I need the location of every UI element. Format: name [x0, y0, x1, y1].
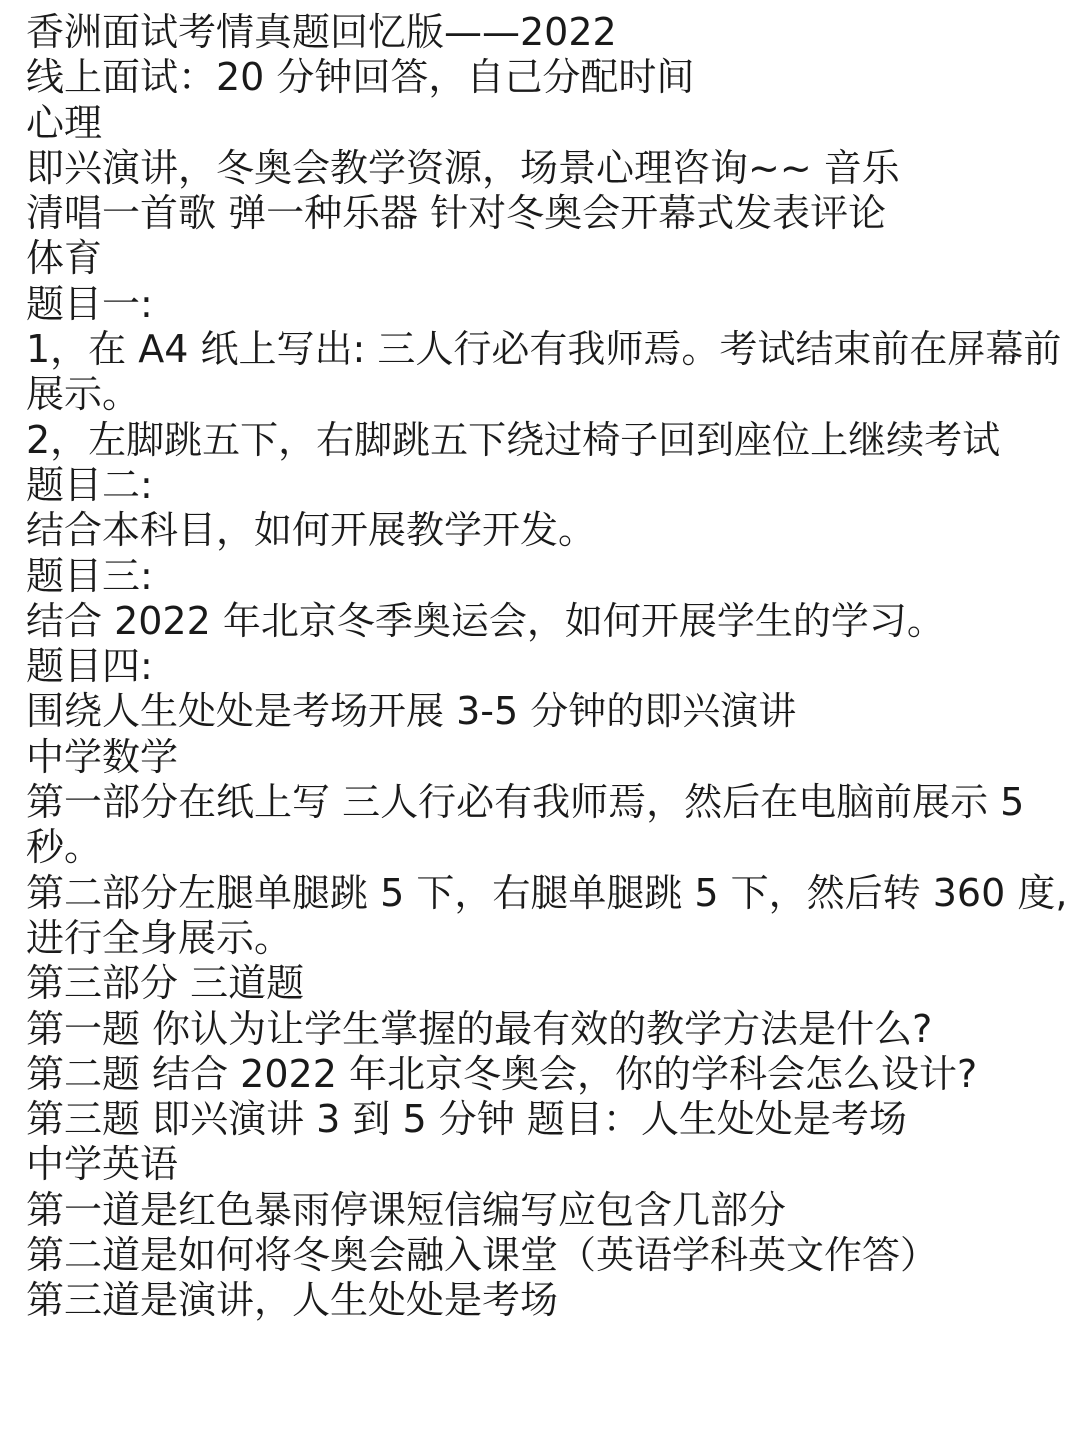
- question-heading-3: 题目三:: [26, 553, 153, 598]
- section-heading-psychology: 心理: [26, 100, 103, 145]
- text-line: 清唱一首歌 弹一种乐器 针对冬奥会开幕式发表评论: [26, 191, 887, 236]
- text-line: 第二题 结合 2022 年北京冬奥会，你的学科会怎么设计?: [26, 1051, 978, 1096]
- text-line: 展示。: [26, 372, 141, 417]
- section-heading-pe: 体育: [26, 236, 103, 281]
- text-line: 进行全身展示。: [26, 915, 293, 960]
- text-line: 第二部分左腿单腿跳 5 下，右腿单腿跳 5 下，然后转 360 度,: [26, 870, 1068, 915]
- text-line: 第三部分 三道题: [26, 961, 305, 1006]
- text-line: 围绕人生处处是考场开展 3-5 分钟的即兴演讲: [26, 689, 797, 734]
- text-line: 即兴演讲，冬奥会教学资源，场景心理咨询~~ 音乐: [26, 145, 900, 190]
- document-title: 香洲面试考情真题回忆版——2022: [26, 10, 617, 54]
- text-line: 结合本科目，如何开展教学开发。: [26, 508, 597, 553]
- text-line: 第三题 即兴演讲 3 到 5 分钟 题目：人生处处是考场: [26, 1097, 907, 1142]
- text-line: 1，在 A4 纸上写出: 三人行必有我师焉。考试结束前在屏幕前: [26, 327, 1062, 372]
- section-heading-math: 中学数学: [26, 734, 179, 779]
- text-line: 第一道是红色暴雨停课短信编写应包含几部分: [26, 1187, 787, 1232]
- text-line: 第三道是演讲，人生处处是考场: [26, 1278, 559, 1323]
- text-line: 秒。: [26, 825, 103, 870]
- question-heading-1: 题目一:: [26, 281, 153, 326]
- section-heading-english: 中学英语: [26, 1142, 179, 1187]
- text-line: 第一题 你认为让学生掌握的最有效的教学方法是什么?: [26, 1006, 933, 1051]
- text-line: 第一部分在纸上写 三人行必有我师焉，然后在电脑前展示 5: [26, 780, 1025, 825]
- text-line: 第二道是如何将冬奥会融入课堂（英语学科英文作答）: [26, 1233, 939, 1278]
- text-line-online-interview: 线上面试：20 分钟回答，自己分配时间: [26, 55, 695, 100]
- text-line: 2，左脚跳五下，右脚跳五下绕过椅子回到座位上继续考试: [26, 417, 1001, 462]
- text-line: 结合 2022 年北京冬季奥运会，如何开展学生的学习。: [26, 598, 945, 643]
- question-heading-4: 题目四:: [26, 644, 153, 689]
- question-heading-2: 题目二:: [26, 462, 153, 507]
- document-body: [26, 10, 1070, 1324]
